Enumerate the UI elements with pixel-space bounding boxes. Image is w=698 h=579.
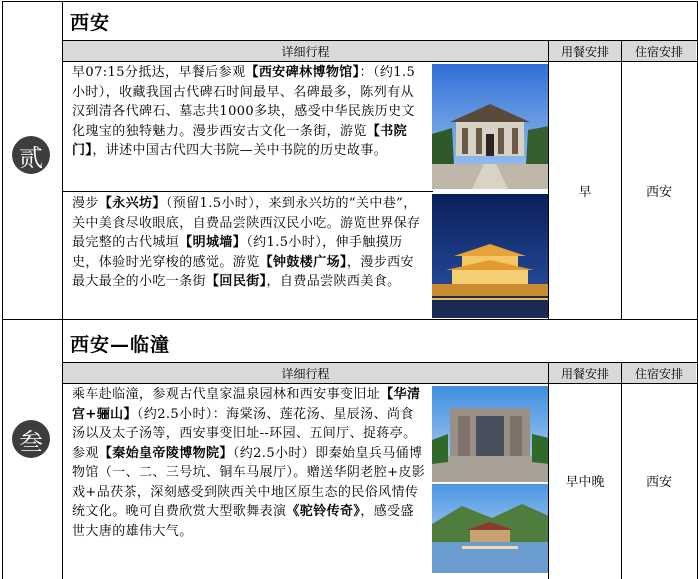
table-border: [62, 61, 698, 62]
itinerary-text: [72, 63, 427, 161]
day-title: 西安—临潼: [70, 334, 171, 356]
meals-value: 早中晚: [565, 475, 605, 490]
itinerary-segment: （约2.5小时）：海棠汤、莲花汤、星辰汤、尚食汤以及太子汤等，西安事变旧址--环园、五间厅、捉蒋亭。参观: [72, 406, 417, 461]
table-border: [548, 362, 549, 579]
highlight-attraction: 【回民街】: [206, 274, 267, 289]
highlight-attraction: 【永兴坊】: [98, 196, 166, 211]
huaqing-palace-photo: [432, 484, 549, 573]
header-lodging: 住宿安排: [622, 41, 696, 61]
museum-photo: [432, 64, 549, 189]
highlight-attraction: 【华清宫+骊山】: [72, 387, 421, 422]
header-meals: 用餐安排: [549, 41, 621, 61]
header-lodging: 住宿安排: [622, 363, 696, 383]
highlight-attraction: 【西安碑林博物馆】: [245, 65, 360, 80]
lodging-value: 西安: [645, 475, 672, 490]
highlight-attraction: 【秦始皇帝陵博物院】: [98, 445, 233, 461]
itinerary-segment: ，漫步西安最大最全的小吃一条街: [72, 254, 414, 289]
table-border: [62, 362, 698, 363]
table-border: [2, 1, 698, 2]
table-border: [2, 319, 698, 320]
itinerary-segment: 漫步: [72, 196, 99, 211]
header-meals: 用餐安排: [549, 363, 621, 383]
highlight-attraction: 【钟鼓楼广场】: [259, 254, 347, 270]
itinerary-text: [72, 385, 427, 541]
itinerary-segment: （约2.5小时）即秦始皇兵马俑博物馆（一、二、三号坑、铜车马展厅）。赠送华阴老腔+皮影戏+品茯茶，深刻感受到陕西关中地区原生态的民俗风情传统文化。晚可自费欣赏大型歌舞表演: [72, 445, 426, 519]
table-border: [548, 40, 549, 319]
table-border: [621, 40, 622, 319]
table-border: [2, 1, 3, 579]
day-number-seal: 叁: [12, 420, 50, 458]
meals-value: 早: [578, 184, 592, 200]
terracotta-museum-photo: [432, 386, 549, 482]
city-wall-night-photo: [432, 194, 549, 318]
table-border: [62, 191, 433, 192]
itinerary-segment: 早07:15分抵达，早餐后参观: [72, 65, 246, 80]
header-itinerary: 详细行程: [63, 41, 548, 61]
itinerary-segment: 乘车赴临潼，参观古代皇家温泉园林和西安事变旧址: [72, 387, 381, 402]
itinerary-segment: （预留1.5小时），来到永兴坊的“关中巷”，关中美食尽收眼底，自费品尝陕西汉民小吃。游览世界保存最完整的古代城垣: [72, 196, 421, 250]
table-border: [62, 40, 698, 41]
itinerary-segment: （约1.5小时），伸手触摸历史，体验时光穿梭的感觉。游览: [72, 235, 403, 270]
highlight-attraction: 【书院门】: [72, 123, 408, 158]
itinerary-segment: ：（约1.5小时），收藏我国古代碑石时间最早、名碑最多，陈列有从汉到清各代碑石、墓志共1000多块，感受中华民族历史文化瑰宝的独特魅力。漫步西安古文化一条街，游览: [72, 65, 416, 139]
itinerary-segment: ，感受盛世大唐的雄伟大气。: [72, 504, 414, 539]
highlight-attraction: 《驼铃传奇》: [286, 504, 361, 519]
table-border: [62, 383, 698, 384]
itinerary-segment: ，自费品尝陕西美食。: [266, 274, 401, 289]
day-title: 西安: [70, 12, 111, 34]
day-number-seal: 贰: [12, 136, 50, 174]
itinerary-segment: ，讲述中国古代四大书院—关中书院的历史故事。: [92, 143, 388, 158]
itinerary-text: [72, 194, 427, 292]
highlight-attraction: 【明城墙】: [179, 235, 247, 250]
table-border: [62, 1, 63, 579]
lodging-value: 西安: [645, 184, 672, 200]
table-border: [621, 362, 622, 579]
header-itinerary: 详细行程: [63, 363, 548, 383]
